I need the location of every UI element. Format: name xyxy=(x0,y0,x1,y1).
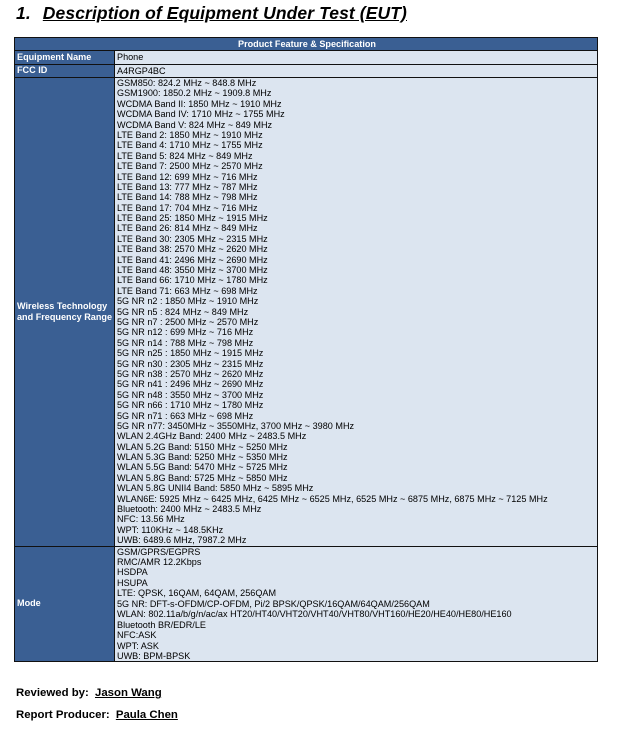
frequency-line: Bluetooth: 2400 MHz ~ 2483.5 MHz xyxy=(117,504,262,515)
frequency-line: 5G NR n14 : 788 MHz ~ 798 MHz xyxy=(117,337,254,348)
frequency-line: LTE Band 30: 2305 MHz ~ 2315 MHz xyxy=(117,233,268,244)
mode-line: WLAN: 802.11a/b/g/n/ac/ax HT20/HT40/VHT20/VHT40/VHT80/VHT160/HE20/HE40/HE80/HE160 xyxy=(117,609,512,620)
mode-label: Mode xyxy=(15,546,115,662)
frequency-line: GSM850: 824.2 MHz ~ 848.8 MHz xyxy=(117,78,257,88)
frequency-line: UWB: 6489.6 MHz, 7987.2 MHz xyxy=(117,535,247,546)
frequency-line: WLAN 5.8G Band: 5725 MHz ~ 5850 MHz xyxy=(117,472,288,483)
report-producer-label: Report Producer: xyxy=(16,709,110,721)
frequency-line: LTE Band 13: 777 MHz ~ 787 MHz xyxy=(117,181,258,192)
frequency-line: LTE Band 2: 1850 MHz ~ 1910 MHz xyxy=(117,129,263,140)
producer-name: Paula Chen xyxy=(115,709,178,721)
mode-line: UWB: BPM-BPSK xyxy=(117,650,191,661)
frequency-line: LTE Band 26: 814 MHz ~ 849 MHz xyxy=(117,223,258,234)
mode-line: WPT: ASK xyxy=(117,640,159,651)
section-title xyxy=(16,3,407,24)
frequency-line: WPT: 110KHz ~ 148.5KHz xyxy=(117,524,224,535)
wireless-label: Wireless Technology and Frequency Range xyxy=(15,78,115,547)
frequency-line: LTE Band 25: 1850 MHz ~ 1915 MHz xyxy=(117,213,268,224)
frequency-line: WCDMA Band IV: 1710 MHz ~ 1755 MHz xyxy=(117,109,285,120)
frequency-line: LTE Band 12: 699 MHz ~ 716 MHz xyxy=(117,171,258,182)
frequency-line: 5G NR n7 : 2500 MHz ~ 2570 MHz xyxy=(117,316,259,327)
frequency-line: 5G NR n66 : 1710 MHz ~ 1780 MHz xyxy=(117,400,264,411)
frequency-line: LTE Band 17: 704 MHz ~ 716 MHz xyxy=(117,202,258,213)
frequency-line: WLAN 5.5G Band: 5470 MHz ~ 5725 MHz xyxy=(117,462,288,473)
mode-values xyxy=(115,546,598,662)
mode-line-list xyxy=(117,547,597,662)
frequency-line: LTE Band 66: 1710 MHz ~ 1780 MHz xyxy=(117,275,268,286)
frequency-line: WLAN6E: 5925 MHz ~ 6425 MHz, 6425 MHz ~ 6525 MHz, 6525 MHz ~ 6875 MHz, 6875 MHz ~ 7125 MHz xyxy=(117,493,548,504)
frequency-line: 5G NR n77: 3450MHz ~ 3550MHz, 3700 MHz ~ 3980 MHz xyxy=(117,420,355,431)
frequency-line: WLAN 2.4GHz Band: 2400 MHz ~ 2483.5 MHz xyxy=(117,431,307,442)
frequency-line: LTE Band 71: 663 MHz ~ 698 MHz xyxy=(117,285,258,296)
frequency-line: WLAN 5.8G UNII4 Band: 5850 MHz ~ 5895 MHz xyxy=(117,483,314,494)
frequency-line: LTE Band 7: 2500 MHz ~ 2570 MHz xyxy=(117,161,263,172)
report-producer xyxy=(16,709,178,721)
equipment-name-label: Equipment Name xyxy=(15,51,115,65)
frequency-line: LTE Band 5: 824 MHz ~ 849 MHz xyxy=(117,150,253,161)
section-number: 1. xyxy=(16,3,31,23)
frequency-line: 5G NR n41 : 2496 MHz ~ 2690 MHz xyxy=(117,379,264,390)
table-header-row xyxy=(15,38,598,51)
frequency-line: LTE Band 4: 1710 MHz ~ 1755 MHz xyxy=(117,140,263,151)
spec-table xyxy=(14,37,598,662)
frequency-line: LTE Band 41: 2496 MHz ~ 2690 MHz xyxy=(117,254,268,265)
fcc-id-label: FCC ID xyxy=(15,64,115,78)
reviewer-name: Jason Wang xyxy=(94,687,162,699)
mode-line: NFC:ASK xyxy=(117,630,157,641)
mode-line: Bluetooth BR/EDR/LE xyxy=(117,619,206,630)
table-row-equipment-name xyxy=(15,51,598,65)
mode-line: RMC/AMR 12.2Kbps xyxy=(117,557,202,568)
frequency-line: 5G NR n48 : 3550 MHz ~ 3700 MHz xyxy=(117,389,264,400)
table-header: Product Feature & Specification xyxy=(15,38,598,51)
table-row-wireless xyxy=(15,78,598,547)
frequency-line: 5G NR n30 : 2305 MHz ~ 2315 MHz xyxy=(117,358,264,369)
wireless-line-list xyxy=(117,78,597,546)
mode-line: HSUPA xyxy=(117,577,148,588)
reviewed-by-label: Reviewed by: xyxy=(16,687,89,699)
frequency-line: 5G NR n2 : 1850 MHz ~ 1910 MHz xyxy=(117,296,259,307)
frequency-line: WLAN 5.3G Band: 5250 MHz ~ 5350 MHz xyxy=(117,452,288,463)
frequency-line: 5G NR n71 : 663 MHz ~ 698 MHz xyxy=(117,410,254,421)
frequency-line: WCDMA Band V: 824 MHz ~ 849 MHz xyxy=(117,119,273,130)
fcc-id-value: A4RGP4BC xyxy=(115,64,598,78)
wireless-values xyxy=(115,78,598,547)
frequency-line: WLAN 5.2G Band: 5150 MHz ~ 5250 MHz xyxy=(117,441,288,452)
section-title-text: Description of Equipment Under Test (EUT) xyxy=(42,3,407,23)
frequency-line: 5G NR n38 : 2570 MHz ~ 2620 MHz xyxy=(117,368,264,379)
frequency-line: WCDMA Band II: 1850 MHz ~ 1910 MHz xyxy=(117,98,282,109)
table-row-fcc-id xyxy=(15,64,598,78)
mode-line: HSDPA xyxy=(117,567,148,578)
frequency-line: LTE Band 48: 3550 MHz ~ 3700 MHz xyxy=(117,265,268,276)
equipment-name-value: Phone xyxy=(115,51,598,65)
frequency-line: 5G NR n5 : 824 MHz ~ 849 MHz xyxy=(117,306,249,317)
reviewed-by xyxy=(16,687,162,699)
mode-line: LTE: QPSK, 16QAM, 64QAM, 256QAM xyxy=(117,588,277,599)
frequency-line: 5G NR n12 : 699 MHz ~ 716 MHz xyxy=(117,327,254,338)
frequency-line: NFC: 13.56 MHz xyxy=(117,514,185,525)
mode-line: 5G NR: DFT-s-OFDM/CP-OFDM, Pi/2 BPSK/QPSK/16QAM/64QAM/256QAM xyxy=(117,598,430,609)
mode-line: GSM/GPRS/EGPRS xyxy=(117,546,201,557)
frequency-line: GSM1900: 1850.2 MHz ~ 1909.8 MHz xyxy=(117,88,272,99)
frequency-line: LTE Band 14: 788 MHz ~ 798 MHz xyxy=(117,192,258,203)
frequency-line: LTE Band 38: 2570 MHz ~ 2620 MHz xyxy=(117,244,268,255)
table-row-mode xyxy=(15,546,598,662)
frequency-line: 5G NR n25 : 1850 MHz ~ 1915 MHz xyxy=(117,348,264,359)
